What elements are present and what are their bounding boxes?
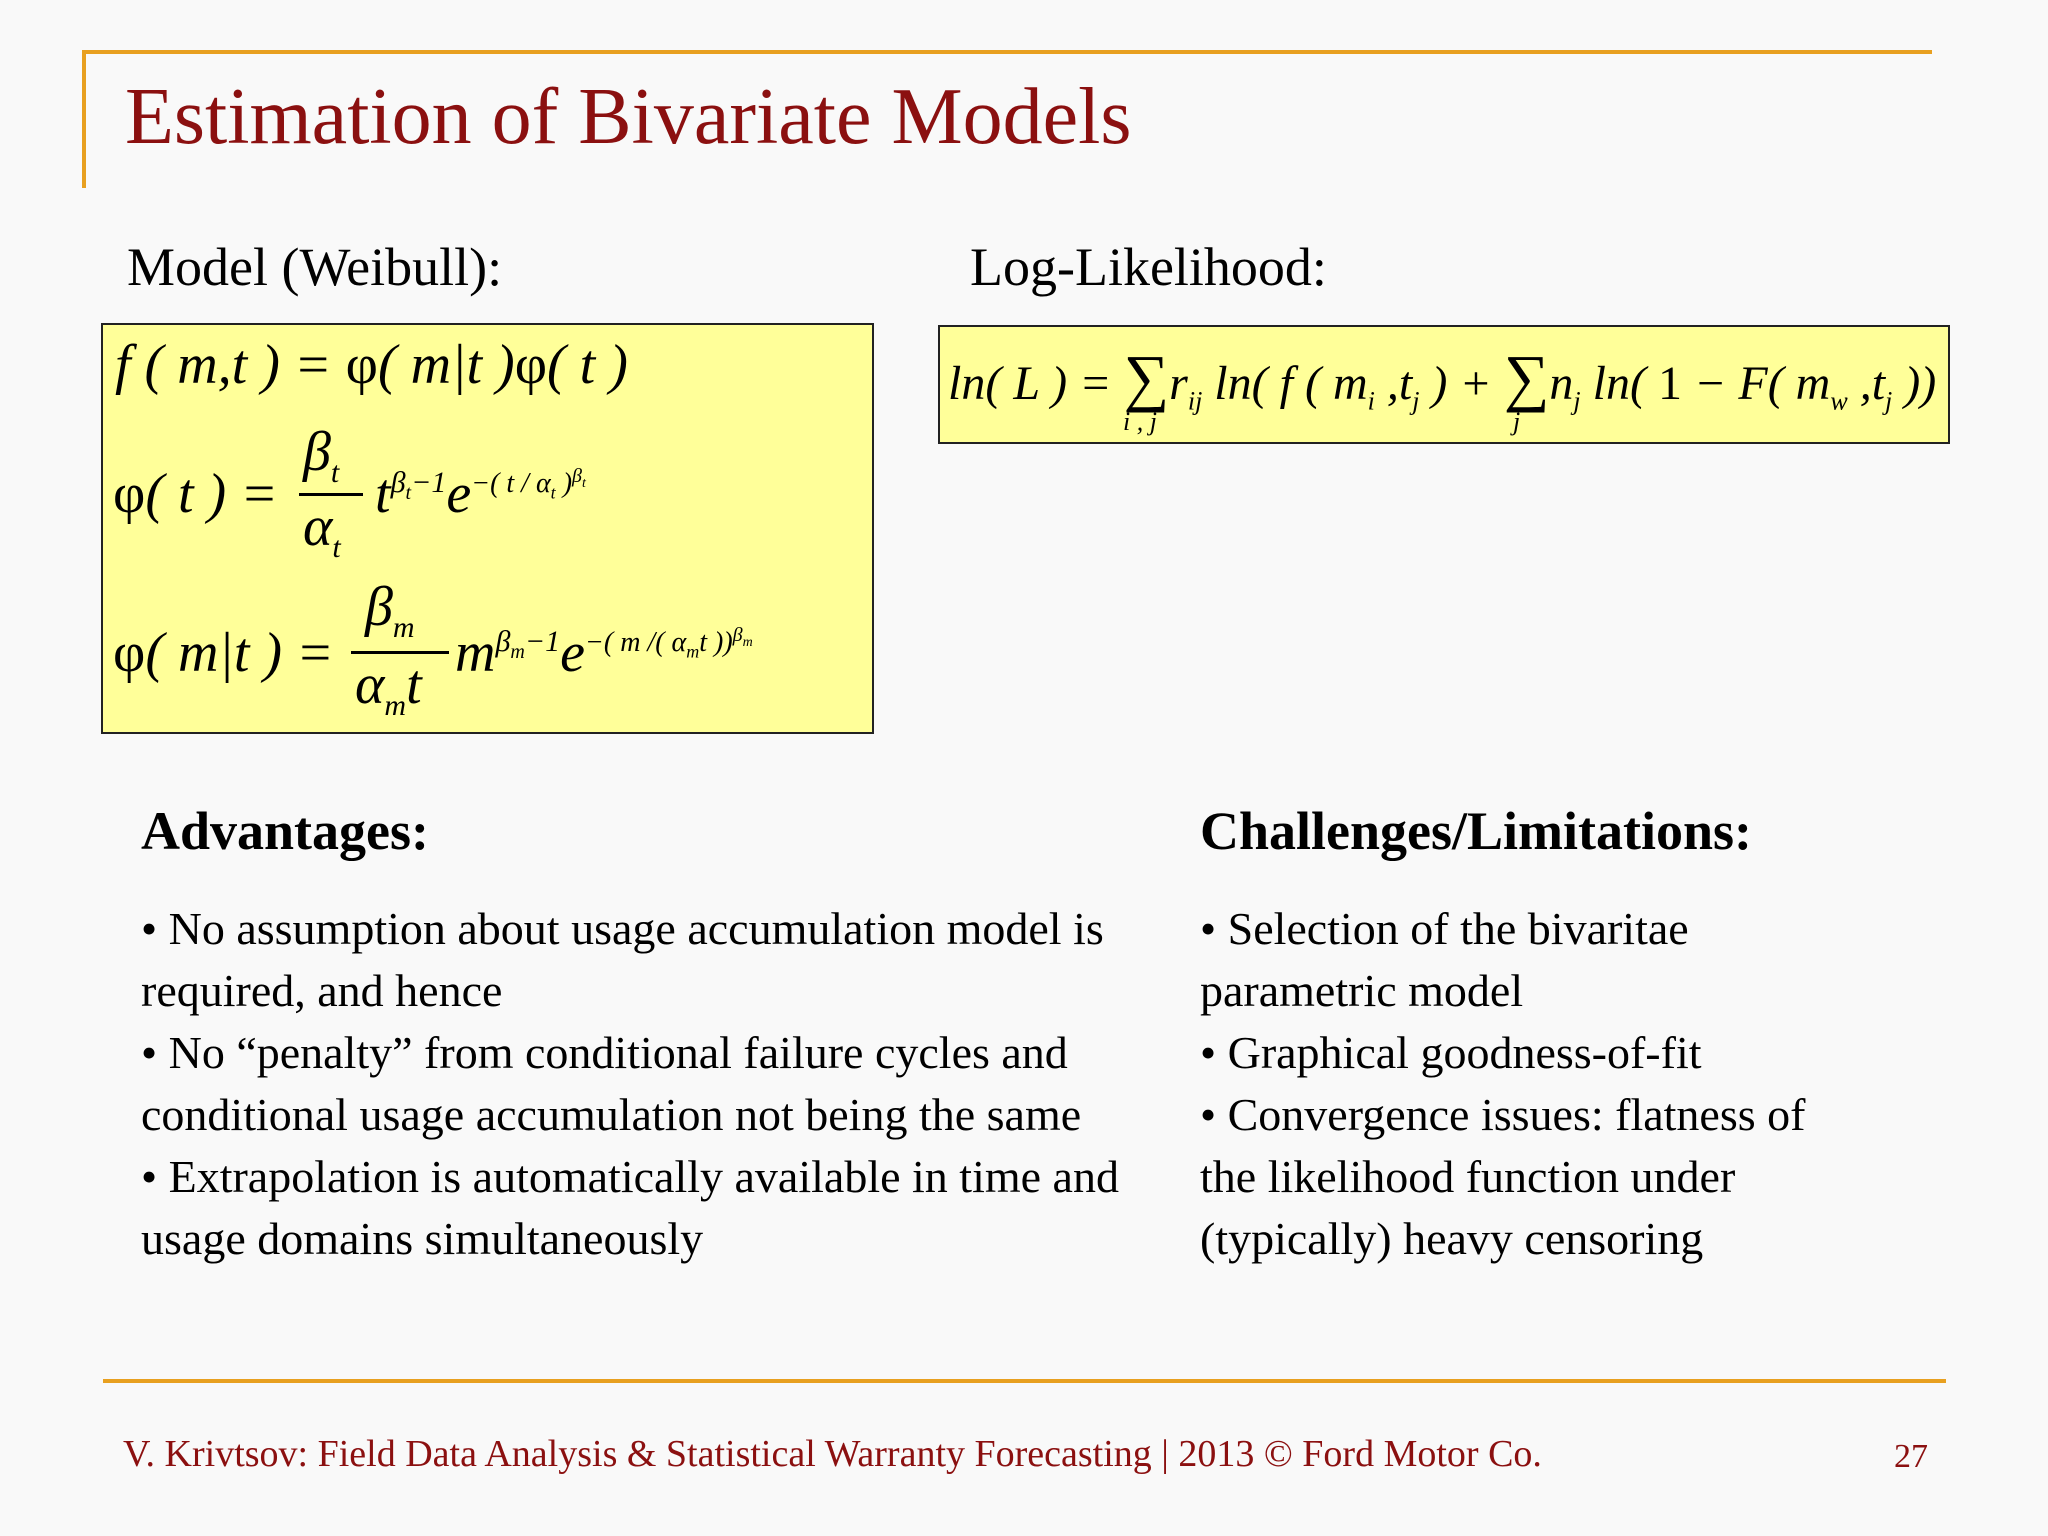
list-item: • No assumption about usage accumulation model is required, and hence (141, 903, 1104, 1016)
challenges-heading: Challenges/Limitations: (1200, 801, 1753, 861)
phi-mt-numerator: $\beta_m$ (365, 576, 415, 645)
challenges-list (1200, 898, 1840, 1270)
slide-title: Estimation of Bivariate Models (125, 73, 1132, 161)
left-accent-bar (82, 50, 86, 188)
loglik-label: Log-Likelihood: (970, 237, 1327, 297)
loglik-formula-box (938, 325, 1950, 444)
sum-index-j: j (1513, 407, 1521, 436)
sum-index-ij: i , j (1123, 407, 1157, 436)
list-item: • Convergence issues: flatness of the likelihood function under (typically) heavy censoring (1200, 1089, 1806, 1264)
top-divider (82, 50, 1932, 54)
list-item: • Selection of the bivaritae parametric model (1200, 903, 1689, 1016)
bottom-divider (103, 1379, 1946, 1383)
phi-t-rhs: $t^{\beta_t-1}e^{-( t / \alpha_t )^{\beta_t}}$ (375, 463, 586, 525)
list-item: • Graphical goodness-of-fit (1200, 1027, 1702, 1078)
phi-t-lhs: φ( t ) = (113, 463, 278, 525)
model-formula-box (101, 323, 874, 734)
advantages-heading: Advantages: (141, 801, 430, 861)
phi-t-numerator: $\beta_t$ (303, 421, 340, 490)
phi-mt-lhs: φ( m|t ) = (113, 622, 334, 684)
model-label: Model (Weibull): (127, 237, 503, 297)
advantages-list (141, 898, 1176, 1270)
page-number: 27 (1894, 1438, 1928, 1475)
phi-t-denominator: $\alpha_t$ (303, 496, 341, 565)
loglik-formula: ln( L ) = $\sum r_{ij}$ ln( f ( $m_i$ $,t_j$ ) + $\sum n_j$ ln( 1 − F( $m_w$ $,t_j$ )) (948, 342, 1937, 416)
list-item: • Extrapolation is automatically available in time and usage domains simultaneously (141, 1151, 1119, 1264)
phi-mt-denominator: $\alpha_mt$ (355, 654, 422, 723)
list-item: • No “penalty” from conditional failure cycles and conditional usage accumulation not being the same (141, 1027, 1082, 1140)
phi-mt-rhs: $m^{\beta_m-1}e^{-( m /( \alpha_mt ))^{\beta_m}}$ (455, 622, 753, 684)
footer-text: V. Krivtsov: Field Data Analysis & Statistical Warranty Forecasting | 2013 © Ford Motor Co. (123, 1433, 1542, 1475)
joint-density-formula: f ( m,t ) = φ( m|t )φ( t ) (115, 334, 628, 396)
